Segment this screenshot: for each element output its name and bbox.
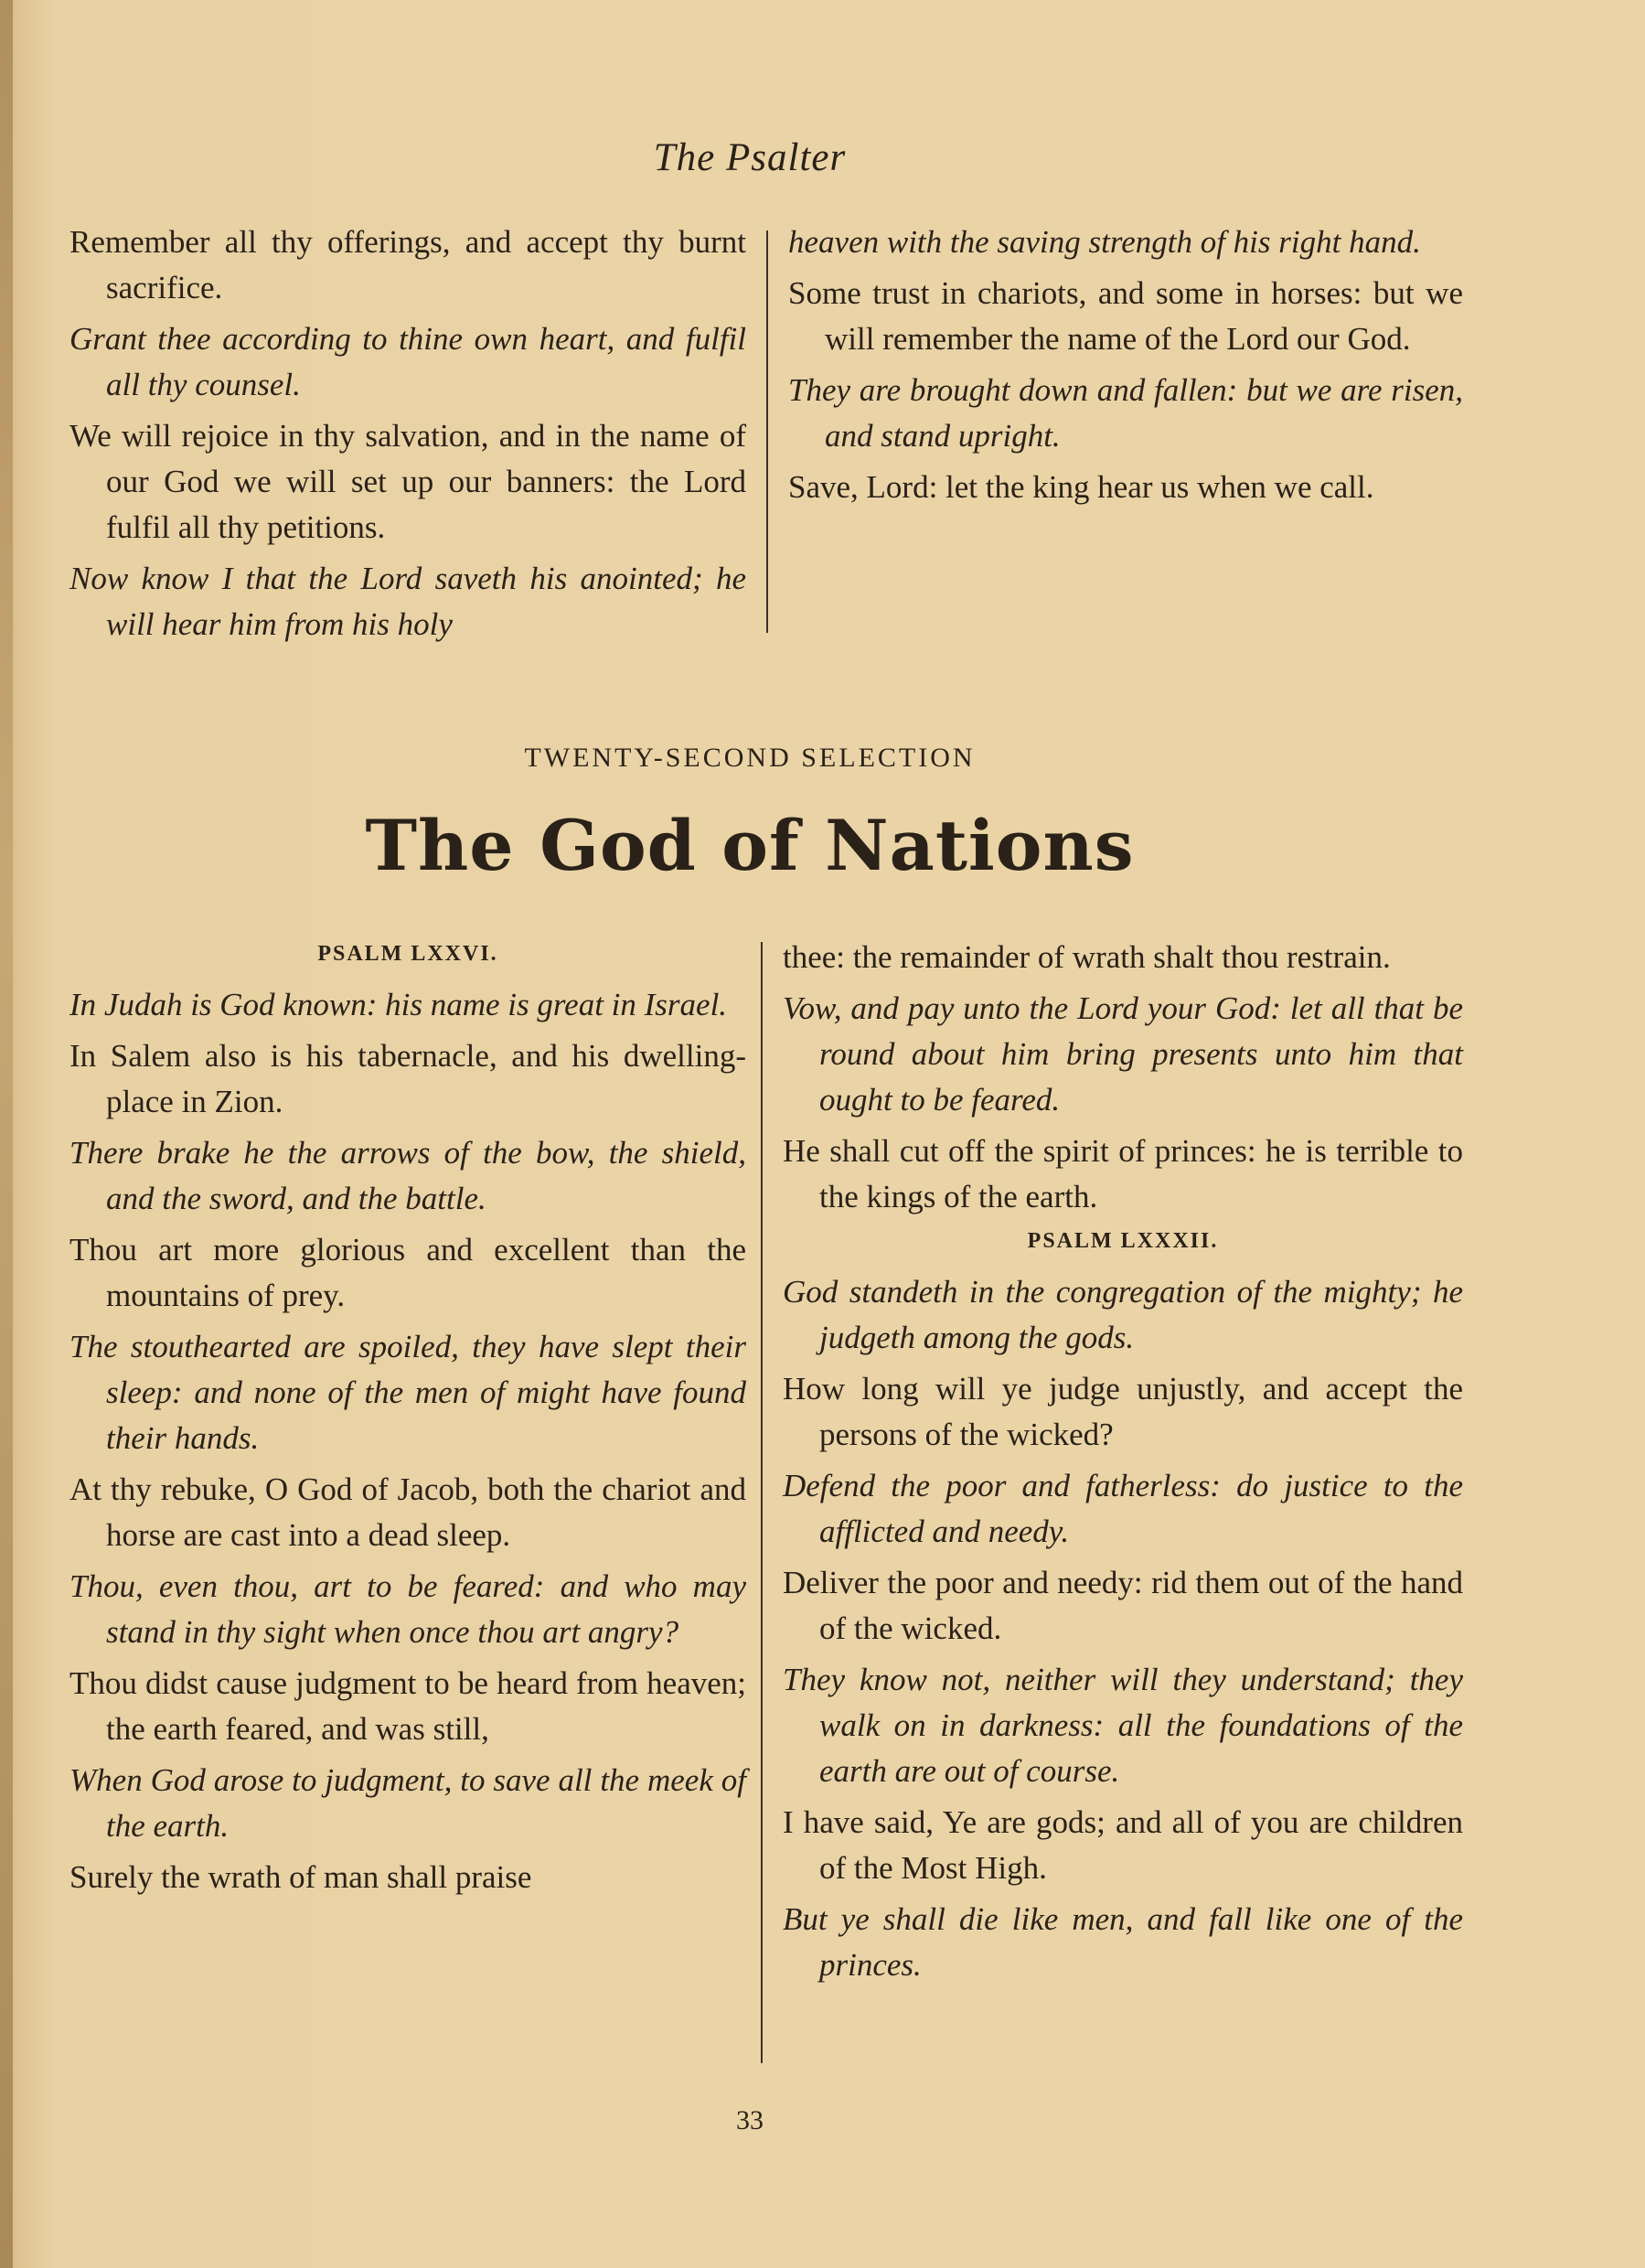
psalm-heading: PSALM LXXVI. — [317, 942, 498, 966]
verse: But ye shall die like men, and fall like one of the princes. — [783, 1901, 1463, 1983]
verse: Now know I that the Lord saveth his anointed; he will hear him from his holy — [69, 561, 746, 642]
verse: I have said, Ye are gods; and all of you are children of the Most High. — [783, 1804, 1463, 1886]
verse: When God arose to judgment, to save all the meek of the earth. — [69, 1762, 746, 1844]
verse: They are brought down and fallen: but we are risen, and stand upright. — [788, 372, 1463, 454]
page-number: 33 — [736, 2105, 764, 2135]
section-title: The God of Nations — [365, 805, 1135, 886]
verse: At thy rebuke, O God of Jacob, both the chariot and horse are cast into a dead sleep. — [69, 1471, 746, 1553]
verse: In Salem also is his tabernacle, and his dwelling-place in Zion. — [69, 1038, 746, 1119]
running-head: The Psalter — [653, 136, 847, 179]
verse: Save, Lord: let the king hear us when we call. — [788, 469, 1374, 505]
selection-label: TWENTY-SECOND SELECTION — [524, 743, 976, 773]
verse: Surely the wrath of man shall praise — [69, 1859, 532, 1895]
verse: God standeth in the congregation of the mighty; he judgeth among the gods. — [783, 1274, 1463, 1355]
verse: He shall cut off the spirit of princes: he is terrible to the kings of the earth. — [783, 1133, 1463, 1214]
verse: Vow, and pay unto the Lord your God: let all that be round about him bring presents unto him that ought to be feared. — [783, 990, 1463, 1118]
top-right-column — [788, 219, 1463, 516]
verse: There brake he the arrows of the bow, the shield, and the sword, and the battle. — [69, 1135, 746, 1216]
verse: heaven with the saving strength of his right hand. — [788, 224, 1421, 260]
verse: Some trust in chariots, and some in horses: but we will remember the name of the Lord our God. — [788, 275, 1463, 357]
verse: Defend the poor and fatherless: do justice to the afflicted and needy. — [783, 1468, 1463, 1549]
verse: The stouthearted are spoiled, they have slept their sleep: and none of the men of might have found their hands. — [69, 1329, 746, 1456]
verse: We will rejoice in thy salvation, and in the name of our God we will set up our banners: the Lord fulfil all thy petitions. — [69, 418, 746, 545]
bottom-right-column — [783, 935, 1463, 1994]
verse: They know not, neither will they understand; they walk on in darkness: all the foundations of the earth are out of course. — [783, 1662, 1463, 1789]
column-rule-bottom — [761, 942, 763, 2063]
psalm-heading: PSALM LXXXII. — [1027, 1229, 1219, 1253]
verse: How long will ye judge unjustly, and accept the persons of the wicked? — [783, 1371, 1463, 1452]
bottom-left-column — [69, 938, 746, 1906]
column-rule-top — [766, 230, 768, 633]
book-spine-edge — [0, 0, 13, 2268]
verse: Thou didst cause judgment to be heard from heaven; the earth feared, and was still, — [69, 1665, 746, 1747]
verse: Thou art more glorious and excellent than the mountains of prey. — [69, 1232, 746, 1313]
verse: thee: the remainder of wrath shalt thou restrain. — [783, 939, 1391, 975]
verse: Grant thee according to thine own heart, and fulfil all thy counsel. — [69, 321, 746, 402]
verse: Thou, even thou, art to be feared: and who may stand in thy sight when once thou art angry? — [69, 1568, 746, 1650]
top-left-column — [69, 219, 746, 653]
verse: Remember all thy offerings, and accept thy burnt sacrifice. — [69, 224, 746, 305]
verse: In Judah is God known: his name is great in Israel. — [69, 987, 728, 1022]
verse: Deliver the poor and needy: rid them out of the hand of the wicked. — [783, 1565, 1463, 1646]
